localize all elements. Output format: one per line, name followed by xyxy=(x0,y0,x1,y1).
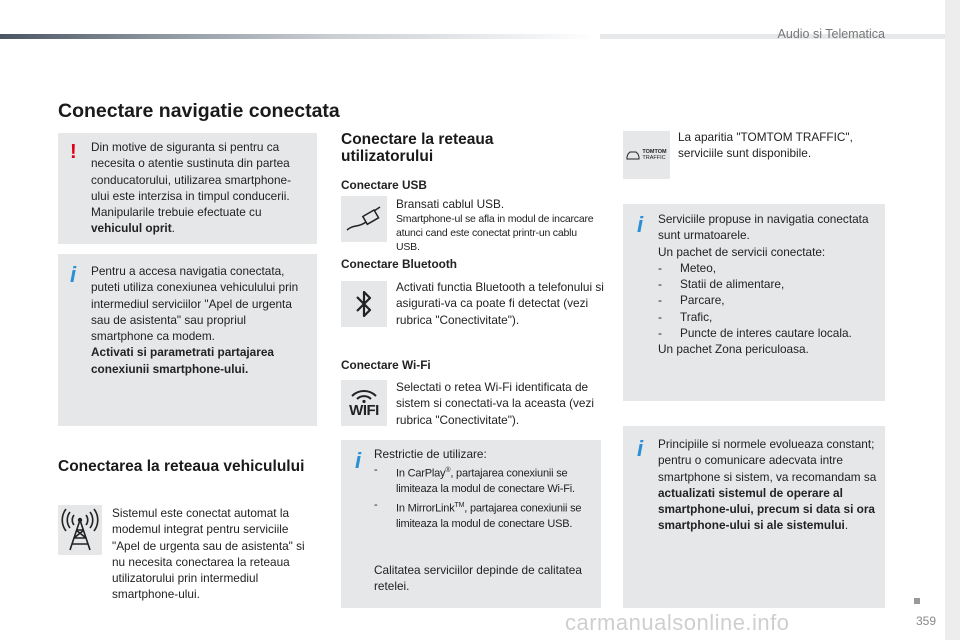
services-list xyxy=(658,260,880,341)
wifi-icon xyxy=(349,389,379,403)
bluetooth-label: Conectare Bluetooth xyxy=(341,257,458,271)
service-quality-text: Calitatea serviciilor depinde de calitatea retelei. xyxy=(374,563,582,594)
page-edge xyxy=(945,0,960,640)
vehicle-network-title: Conectarea la reteaua vehiculului xyxy=(58,458,305,475)
usb-cable-icon xyxy=(344,204,384,234)
page-number: 359 xyxy=(916,614,937,628)
restriction-item-mirrorlink: - In MirrorLink™, partajarea conexiunii se limiteaza la modul de conectare USB. xyxy=(374,498,598,533)
list-item: - Puncte de interes cautare locala. xyxy=(658,325,880,341)
services-intro: Serviciile propuse in navigatia conectata sunt urmatoarele. xyxy=(658,212,869,243)
info-icon: i xyxy=(355,448,362,473)
usb-icon-box xyxy=(341,196,387,242)
principles-text: Principiile si normele evolueaza constant; pentru o comunicare adecvata intre smartphone si sistem, va recomandam sa actualizati sistemul de operare al smartphone-ului, precum si data si ora smartphone-ului si ale sistemului. xyxy=(658,437,877,533)
info-box-network xyxy=(58,254,317,426)
list-item: - Statii de alimentare, xyxy=(658,276,880,292)
page-title: Conectare navigatie conectata xyxy=(58,100,340,122)
restriction-info-box xyxy=(341,440,601,608)
info-network-text: Pentru a accesa navigatia conectata, puteti utiliza conexiunea vehiculului prin intermediul serviciilor "Apel de urgenta sau de asistenta" sau propriul smartphone ca modem. Activati si parametrati partajarea conexiunii smartphone-ului. xyxy=(91,264,299,376)
list-item: - Parcare, xyxy=(658,292,880,308)
services-content xyxy=(658,211,880,358)
bluetooth-icon xyxy=(353,288,375,320)
bluetooth-icon-box xyxy=(341,281,387,327)
bluetooth-text: Activati functia Bluetooth a telefonului si asigurati-va ca poate fi detectat (vezi rubrica "Conectivitate"). xyxy=(396,280,604,327)
warning-text: Din motive de siguranta si pentru ca necesita o atentie sustinuta din partea conducatorului, utilizarea smartphone-ului este interzisa in timpul conducerii. Manipularile trebuie efectuate cu vehiculul oprit. xyxy=(91,140,291,236)
warning-icon: ! xyxy=(70,141,77,163)
list-item: - Trafic, xyxy=(658,309,880,325)
wifi-icon-box xyxy=(341,380,387,426)
wifi-text: Selectati o retea Wi-Fi identificata de sistem si conectati-va la aceasta (vezi rubrica "Conectivitate"). xyxy=(396,380,595,427)
services-info-box xyxy=(623,204,885,401)
info-icon: i xyxy=(637,212,644,237)
tomtom-traffic-icon: TOMTOM TRAFFIC xyxy=(626,149,666,161)
header-bar xyxy=(0,34,600,39)
tomtom-icon-box xyxy=(623,131,670,179)
car-icon xyxy=(626,150,640,160)
list-item: - Meteo, xyxy=(658,260,880,276)
warning-box xyxy=(58,133,317,244)
antenna-icon-box xyxy=(58,505,102,555)
restriction-title: Restrictie de utilizare: xyxy=(374,447,487,461)
wifi-label: Conectare Wi-Fi xyxy=(341,358,431,372)
usb-text: Bransati cablul USB. xyxy=(396,197,505,211)
antenna-icon xyxy=(61,508,99,552)
restriction-item-carplay: - In CarPlay®, partajarea conexiunii se limiteaza la modul de conectare Wi-Fi. xyxy=(374,463,598,498)
watermark: carmanualsonline.info xyxy=(565,610,790,635)
vehicle-network-text: Sistemul este conectat automat la modemul integrat pentru serviciile "Apel de urgenta sau de asistenta" si nu necesita conectarea la reteaua utilizatorului prin intermediul smartphone-ului. xyxy=(112,506,305,602)
services-pack-title: Un pachet de servicii conectate: xyxy=(658,244,826,259)
danger-zone-pack: Un pachet Zona periculoasa. xyxy=(658,342,809,357)
section-title: Audio si Telematica xyxy=(777,27,885,41)
tomtom-text: La aparitia "TOMTOM TRAFFIC", serviciile sunt disponibile. xyxy=(678,130,853,161)
info-icon: i xyxy=(637,436,644,461)
usb-label: Conectare USB xyxy=(341,178,427,192)
user-network-title: Conectare la reteaua utilizatorului xyxy=(341,131,494,165)
wifi-icon-text: WIFI xyxy=(349,401,379,419)
restriction-list xyxy=(374,463,598,532)
info-icon: i xyxy=(70,262,77,287)
usb-note: Smartphone-ul se afla in modul de incarcare atunci cand este conectat printr-un cablu USB. xyxy=(396,213,594,253)
principles-info-box xyxy=(623,426,885,608)
page-marker xyxy=(914,598,920,604)
